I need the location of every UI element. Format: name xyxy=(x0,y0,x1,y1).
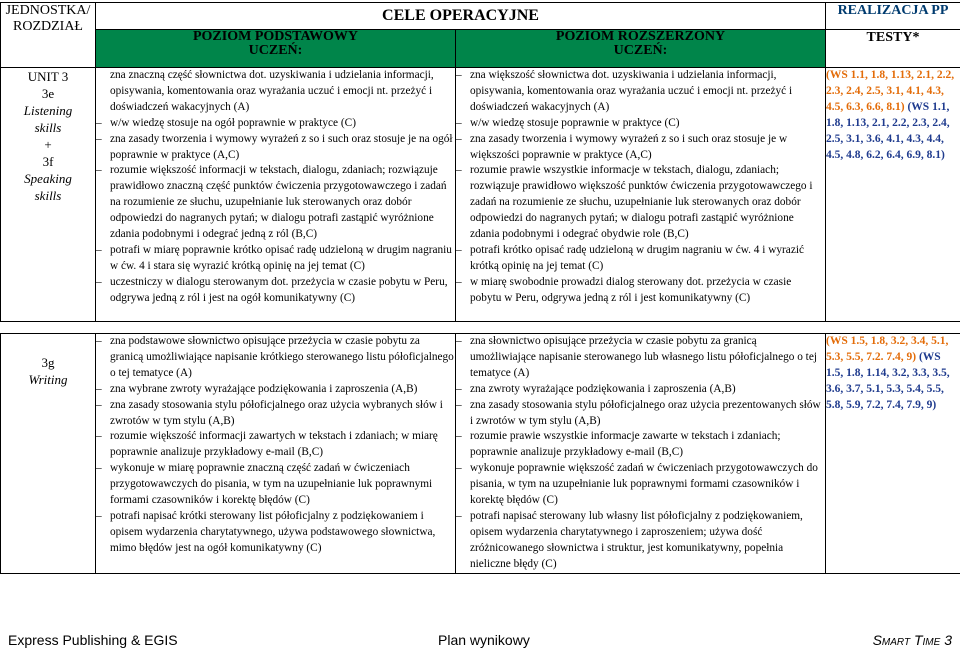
unit-label: skills xyxy=(34,188,62,203)
basic-goals-cell xyxy=(96,334,456,574)
list-item: – zna zasady stosowania stylu półoficjalnego oraz użycia wybranych słów i zwrotów w tym stylu (A,B) xyxy=(96,398,443,427)
unit-cell xyxy=(1,68,96,322)
list-item: – potrafi krótko opisać radę udzieloną w drugim nagraniu w ćw. 4 i wyrazić krótką opinię na jej temat (C) xyxy=(456,243,804,272)
tests-header: TESTY* xyxy=(826,30,960,68)
list-item: – rozumie prawie wszystkie informacje zawarte w tekstach i zdaniach; poprawnie analizuje przykładowy e-mail (B,C) xyxy=(456,430,781,459)
footer-series-number: 3 xyxy=(944,632,952,648)
unit-label: 3g xyxy=(41,355,55,370)
spacer-cell xyxy=(1,322,960,334)
list-item: – uczestniczy w dialogu sterowanym dot. przeżycia w czasie pobytu w Peru, odgrywa jedną z ról i jest na ogół komunikatywny (C) xyxy=(96,275,448,304)
list-item: – zna podstawowe słownictwo opisujące przeżycia w czasie pobytu za granicą umożliwiające napisanie krótkiego sterowanego listu półoficjalnego o tej tematyce (A) xyxy=(96,335,454,379)
footer-series-smart: Smart xyxy=(872,632,911,648)
table-row xyxy=(1,68,960,322)
list-item: – zna większość słownictwa dot. uzyskiwania i udzielania informacji, opisywania, komentowania oraz wyrażania uczuć i emocji nt. przeżyć i doświadczeń wakacyjnych (A) xyxy=(456,69,793,113)
row-spacer xyxy=(1,322,960,334)
unit-label: Speaking xyxy=(24,171,72,186)
list-item: – zna słownictwo opisujące przeżycia w czasie pobytu za granicą umożliwiające napisanie sterowanego lub własnego listu półoficjalnego o tej tematyce (A) xyxy=(456,335,817,379)
unit-label: UNIT 3 xyxy=(27,69,69,84)
extended-level-subtitle: UCZEŃ: xyxy=(613,43,668,59)
list-item: – rozumie większość informacji w tekstach, dialogu, zdaniach; rozwiązuje prawidłowo znaczną część punktów ćwiczenia przygotowawczego i zadań na rozumienie ze słuchu, uzupełnianie luk sterowanych oraz dobór odpowiedzi do nagranych pytań; w dialogu potrafi zastąpić wyróżnione zdania podobnymi i odegrać jedną z ról (B,C) xyxy=(96,164,447,241)
table-row xyxy=(1,334,960,574)
list-item: – zna zasady tworzenia i wymowy wyrażeń z so i such oraz stosuje je na ogół poprawnie w praktyce (A,C) xyxy=(96,132,453,161)
unit-label: skills xyxy=(34,120,62,135)
unit-label: Listening xyxy=(23,103,73,118)
list-item: – potrafi napisać krótki sterowany list półoficjalny z podziękowaniem i opisem wydarzenia charytatywnego, używa podstawowego słownictwa, mimo błędów jest na ogół komunikatywny (C) xyxy=(96,509,436,554)
footer-series xyxy=(873,632,952,648)
unit-cell xyxy=(1,334,96,574)
footer-publisher: Express Publishing & EGIS xyxy=(8,632,178,648)
list-item: – zna zwroty wyrażające podziękowania i zaproszenia (A,B) xyxy=(456,382,736,395)
basic-level-title: POZIOM PODSTAWOWY xyxy=(192,29,359,45)
unit-column-header: JEDNOSTKA/ ROZDZIAŁ xyxy=(1,3,96,68)
list-item: – w/w wiedzę stosuje na ogół poprawnie w praktyce (C) xyxy=(96,116,356,129)
list-item: – zna zasady tworzenia i wymowy wyrażeń z so i such oraz stosuje je w większości poprawnie w praktyce (A,C) xyxy=(456,132,788,161)
tests-cell xyxy=(826,68,960,322)
basic-level-header xyxy=(96,30,456,68)
unit-label: 3f xyxy=(42,154,54,169)
list-item: – potrafi w miarę poprawnie krótko opisać radę udzieloną w drugim nagraniu w ćw. 4 i stara się wyrazić krótką opinię na jej temat (C) xyxy=(96,243,452,272)
basic-level-subtitle: UCZEŃ: xyxy=(248,43,303,59)
page-footer xyxy=(0,632,960,650)
extended-goals-cell xyxy=(456,334,826,574)
basic-goals-cell xyxy=(96,68,456,322)
tests-basic-refs: (WS 1.5, 1.8, 3.2, 3.4, 5.1, 5.3, 5.5, 7.2. 7.4, 9) xyxy=(826,335,949,363)
curriculum-table xyxy=(0,2,960,574)
extended-level-header xyxy=(456,30,826,68)
tests-cell xyxy=(826,334,960,574)
unit-label: + xyxy=(44,137,52,152)
list-item: – rozumie prawie wszystkie informacje w tekstach, dialogu, zdaniach; rozwiązuje prawidłowo większość punktów ćwiczenia przygotowawczego i zadań na rozumienie ze słuchu, uzupełnianie luk sterowanych oraz dobór odpowiedzi do nagranych pytań; w dialogu potrafi zastąpić wyróżnione zdania podobnymi i odegrać obydwie role (B,C) xyxy=(456,164,813,241)
list-item: – rozumie większość informacji zawartych w tekstach i zdaniach; w miarę poprawnie analizuje przykładowy e-mail (B,C) xyxy=(96,430,438,459)
header-row-1 xyxy=(1,3,960,30)
tests-extended-refs: (WS 1.1, 1.8, 1.13, 2.1, 2.2, 2.3, 2.4, 2.5, 3.1, 3.6, 4.1, 4.3, 4.4, 4.5, 4.8, 6.2, 6.4, 6.9, 8.1) xyxy=(826,100,950,161)
list-item: – potrafi napisać sterowany lub własny list półoficjalny z podziękowaniem, opisem wydarzenia charytatywnego i zaproszeniem; używa dość zróżnicowanego słownictwa i struktur, jest komunikatywny, popełnia nieliczne błędy (C) xyxy=(456,509,803,570)
tests-basic-refs: (WS 1.1, 1.8, 1.13, 2.1, 2.2, 2.3, 2.4, 2.5, 3.1, 4.1, 4.3, 4.5, 6.3, 6.6, 8.1) xyxy=(826,69,955,113)
list-item: – w miarę swobodnie prowadzi dialog sterowany dot. przeżycia w czasie pobytu w Peru, odgrywa jedną z ról i jest komunikatywny (C) xyxy=(456,275,792,304)
list-item: – w/w wiedzę stosuje poprawnie w praktyce (C) xyxy=(456,116,680,129)
header-row-2 xyxy=(1,30,960,68)
extended-goals-cell xyxy=(456,68,826,322)
tests-extended-refs: (WS 1.5, 1.8, 1.14, 3.2, 3.3, 3.5, 3.6, 3.7, 5.1, 5.3, 5.4, 5.5, 5.8, 5.9, 7.2, 7.4, 7.9, 9) xyxy=(826,350,950,411)
footer-series-time: Time xyxy=(913,632,941,648)
extended-level-title: POZIOM ROZSZERZONY xyxy=(555,29,726,45)
list-item: zna znaczną część słownictwa dot. uzyskiwania i udzielania informacji, opisywania, komentowania oraz wyrażania uczuć i emocji nt. przeżyć i doświadczeń wakacyjnych (A) xyxy=(110,69,434,113)
list-item: – zna zasady stosowania stylu półoficjalnego oraz użycia prezentowanych słów i zwrotów w tym stylu (A,B) xyxy=(456,398,821,427)
operational-goals-header: CELE OPERACYJNE xyxy=(96,3,826,30)
list-item: – wykonuje w miarę poprawnie znaczną część zadań w ćwiczeniach przygotowawczych do pisania, w tym na uzupełnianie luk poprawnymi formami czasowników i korektę błędów (C) xyxy=(96,462,433,507)
list-item: – zna wybrane zwroty wyrażające podziękowania i zaproszenia (A,B) xyxy=(96,382,418,395)
realization-header: REALIZACJA PP xyxy=(826,3,960,30)
footer-title: Plan wynikowy xyxy=(438,632,530,648)
list-item: – wykonuje poprawnie większość zadań w ćwiczeniach przygotowawczych do pisania, w tym na uzupełnianie luk poprawnymi formami czasowników i korektę błędów (C) xyxy=(456,462,818,507)
unit-label: Writing xyxy=(28,372,68,387)
unit-label: 3e xyxy=(41,86,55,101)
